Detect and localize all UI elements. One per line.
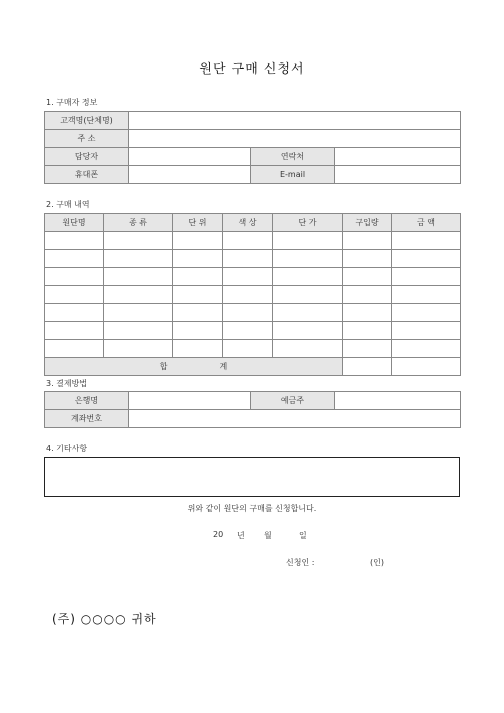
holder-label: 예금주	[251, 392, 335, 410]
company-label: 고객명(단체명)	[45, 112, 129, 130]
manager-row	[45, 148, 461, 166]
total-row	[45, 358, 461, 376]
cell[interactable]	[392, 286, 461, 304]
cell[interactable]	[173, 340, 223, 358]
buyer-section-label: 1. 구매자 정보	[46, 98, 98, 107]
cell[interactable]	[45, 250, 104, 268]
cell[interactable]	[343, 232, 392, 250]
email-field[interactable]	[335, 166, 461, 184]
contact-field[interactable]	[335, 148, 461, 166]
cell[interactable]	[273, 340, 343, 358]
cell[interactable]	[223, 250, 273, 268]
applicant-label: 신청인 :	[286, 558, 315, 567]
col-quantity: 구입량	[343, 214, 392, 232]
cell[interactable]	[223, 322, 273, 340]
addressee: (주) ○○○○ 귀하	[52, 612, 157, 626]
account-row	[45, 410, 461, 428]
mobile-field[interactable]	[129, 166, 251, 184]
cell[interactable]	[173, 268, 223, 286]
holder-field[interactable]	[335, 392, 461, 410]
cell[interactable]	[45, 304, 104, 322]
memo-section-label: 4. 기타사항	[46, 444, 88, 453]
cell[interactable]	[104, 232, 173, 250]
table-row	[45, 304, 461, 322]
table-row	[45, 322, 461, 340]
applicant-seal: (인)	[370, 558, 384, 567]
cell[interactable]	[343, 268, 392, 286]
cell[interactable]	[273, 304, 343, 322]
cell[interactable]	[173, 250, 223, 268]
payment-section-label: 3. 결제방법	[46, 379, 88, 388]
cell[interactable]	[223, 232, 273, 250]
cell[interactable]	[173, 232, 223, 250]
cell[interactable]	[273, 322, 343, 340]
purchase-header-row	[45, 214, 461, 232]
account-label: 계좌번호	[45, 410, 129, 428]
cell[interactable]	[223, 268, 273, 286]
company-row	[45, 112, 461, 130]
cell[interactable]	[223, 304, 273, 322]
total-label-right: 계	[219, 362, 228, 371]
cell[interactable]	[223, 286, 273, 304]
cell[interactable]	[223, 340, 273, 358]
cell[interactable]	[104, 340, 173, 358]
account-field[interactable]	[129, 410, 461, 428]
memo-box[interactable]	[44, 457, 460, 497]
table-row	[45, 286, 461, 304]
contact-label: 연락처	[251, 148, 335, 166]
cell[interactable]	[392, 340, 461, 358]
bank-row	[45, 392, 461, 410]
statement-text: 위와 같이 원단의 구매를 신청합니다.	[187, 504, 317, 513]
purchase-section-label: 2. 구매 내역	[46, 200, 90, 209]
table-row	[45, 340, 461, 358]
cell[interactable]	[273, 250, 343, 268]
cell[interactable]	[173, 322, 223, 340]
bank-label: 은행명	[45, 392, 129, 410]
date-year-prefix: 20	[213, 530, 224, 539]
table-row	[45, 268, 461, 286]
cell[interactable]	[104, 286, 173, 304]
cell[interactable]	[104, 250, 173, 268]
date-day: 일	[299, 531, 307, 540]
cell[interactable]	[392, 232, 461, 250]
cell[interactable]	[273, 268, 343, 286]
total-amount-field[interactable]	[392, 358, 461, 376]
company-field[interactable]	[129, 112, 461, 130]
date-month: 월	[264, 531, 272, 540]
cell[interactable]	[392, 322, 461, 340]
cell[interactable]	[173, 286, 223, 304]
total-quantity-field[interactable]	[343, 358, 392, 376]
payment-table	[44, 391, 461, 428]
total-label	[45, 358, 343, 376]
cell[interactable]	[343, 304, 392, 322]
address-row	[45, 130, 461, 148]
cell[interactable]	[343, 340, 392, 358]
bank-field[interactable]	[129, 392, 251, 410]
cell[interactable]	[104, 304, 173, 322]
manager-label: 담당자	[45, 148, 129, 166]
address-label: 주 소	[45, 130, 129, 148]
buyer-info-table	[44, 111, 461, 184]
cell[interactable]	[45, 322, 104, 340]
cell[interactable]	[343, 322, 392, 340]
cell[interactable]	[45, 268, 104, 286]
address-field[interactable]	[129, 130, 461, 148]
cell[interactable]	[273, 286, 343, 304]
cell[interactable]	[392, 268, 461, 286]
purchase-table	[44, 213, 461, 376]
cell[interactable]	[173, 304, 223, 322]
cell[interactable]	[273, 232, 343, 250]
col-fabric-name: 원단명	[45, 214, 104, 232]
table-row	[45, 250, 461, 268]
email-label: E-mail	[251, 166, 335, 184]
cell[interactable]	[392, 250, 461, 268]
cell[interactable]	[392, 304, 461, 322]
cell[interactable]	[343, 286, 392, 304]
manager-field[interactable]	[129, 148, 251, 166]
table-row	[45, 232, 461, 250]
mobile-label: 휴대폰	[45, 166, 129, 184]
total-label-left: 합	[159, 362, 168, 371]
cell[interactable]	[45, 232, 104, 250]
cell[interactable]	[45, 286, 104, 304]
col-unit: 단 위	[173, 214, 223, 232]
cell[interactable]	[104, 322, 173, 340]
form-title: 원단 구매 신청서	[199, 62, 305, 77]
cell[interactable]	[104, 268, 173, 286]
cell[interactable]	[343, 250, 392, 268]
col-type: 종 류	[104, 214, 173, 232]
col-unit-price: 단 가	[273, 214, 343, 232]
mobile-row	[45, 166, 461, 184]
date-year: 년	[237, 531, 245, 540]
cell[interactable]	[45, 340, 104, 358]
col-color: 색 상	[223, 214, 273, 232]
col-amount: 금 액	[392, 214, 461, 232]
